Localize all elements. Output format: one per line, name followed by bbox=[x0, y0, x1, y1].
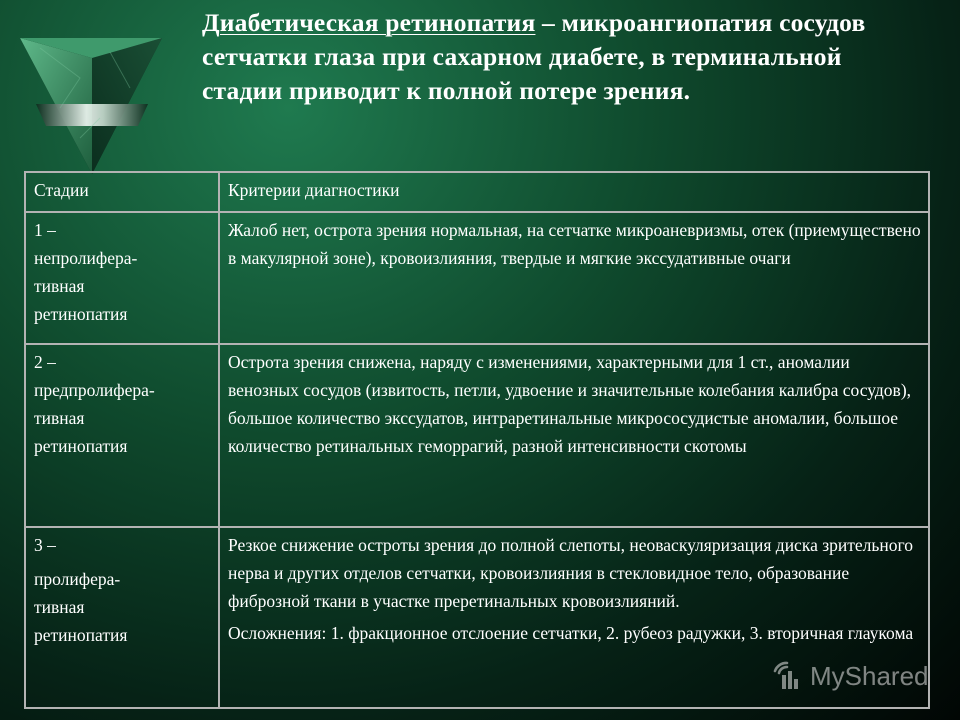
stage-2-criteria: Острота зрения снижена, наряду с изменениями, характерными для 1 ст., аномалии венозных сосудов (извитость, петли, удвоение и значительные колебания калибра сосудов), большое количество экссудатов, интраретинальные микрососудистые аномалии, большое количество ретинальных геморрагий, разной интенсивности скотомы bbox=[219, 344, 929, 527]
slide-title bbox=[202, 6, 922, 108]
watermark-text: MyShared bbox=[810, 660, 929, 691]
stage-3-name-part3: ретинопатия bbox=[34, 625, 128, 645]
diagnostic-criteria-table bbox=[24, 171, 930, 709]
stage-1-cell bbox=[25, 212, 219, 344]
title-term: Диабетическая ретинопатия bbox=[202, 8, 536, 37]
stage-2-name-part1: предпролифера- bbox=[34, 380, 155, 400]
table-header-row bbox=[25, 172, 929, 212]
title-definition: – микроангиопатия сосудов сетчатки глаза при сахарном диабете, в терминальной стадии приводит к полной потере зрения. bbox=[202, 8, 866, 105]
stage-1-name-part3: ретинопатия bbox=[34, 304, 128, 324]
stage-3-cell bbox=[25, 527, 219, 708]
header-criteria: Критерии диагностики bbox=[219, 172, 929, 212]
table-row-stage-1 bbox=[25, 212, 929, 344]
stage-2-number: 2 – bbox=[34, 352, 56, 372]
stage-1-name-part1: непролифера- bbox=[34, 248, 138, 268]
stage-3-number: 3 – bbox=[34, 535, 56, 555]
stage-3-complications: Осложнения: 1. фракционное отслоение сетчатки, 2. рубеоз радужки, 3. вторичная глаукома bbox=[228, 623, 914, 643]
stage-2-name-part3: ретинопатия bbox=[34, 436, 128, 456]
stage-3-criteria: Резкое снижение остроты зрения до полной слепоты, неоваскуляризация диска зрительного нерва и других отделов сетчатки, кровоизлияния в стекловидное тело, образование фиброзной ткани в участке преретинальных кровоизлияний. bbox=[228, 535, 913, 611]
stage-3-name-part1: пролифера- bbox=[34, 569, 121, 589]
stage-3-name-part2: тивная bbox=[34, 597, 85, 617]
stage-1-number: 1 – bbox=[34, 220, 56, 240]
myshared-logo-icon bbox=[770, 659, 804, 693]
stage-1-name-part2: тивная bbox=[34, 276, 85, 296]
pyramid-logo bbox=[20, 38, 162, 174]
header-stages: Стадии bbox=[25, 172, 219, 212]
myshared-watermark bbox=[770, 658, 929, 694]
table-row-stage-2 bbox=[25, 344, 929, 527]
stage-2-cell bbox=[25, 344, 219, 527]
stage-2-name-part2: тивная bbox=[34, 408, 85, 428]
stage-1-criteria: Жалоб нет, острота зрения нормальная, на сетчатке микроаневризмы, отек (приемуществено в макулярной зоне), кровоизлияния, твердые и мягкие экссудативные очаги bbox=[219, 212, 929, 344]
